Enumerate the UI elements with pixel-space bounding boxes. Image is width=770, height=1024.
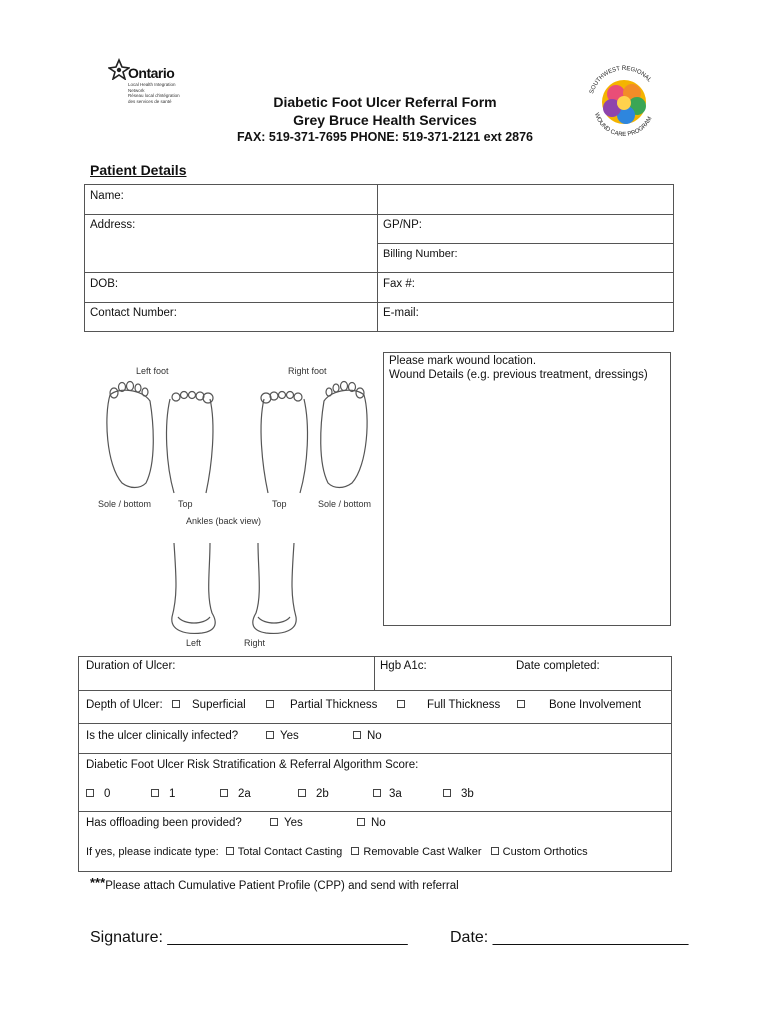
checkbox-icon[interactable]: [266, 731, 274, 739]
depth-full[interactable]: Full Thickness: [397, 699, 500, 711]
left-foot-label: Left foot: [136, 366, 169, 376]
fax-label: Fax #:: [383, 278, 415, 290]
infected-no[interactable]: No: [353, 730, 382, 742]
sole-right-label: Sole / bottom: [318, 499, 372, 509]
hgb-label: Hgb A1c:: [380, 660, 427, 672]
depth-partial[interactable]: Partial Thickness: [266, 699, 377, 711]
checkbox-icon[interactable]: [151, 789, 159, 797]
infected-yes[interactable]: Yes: [266, 730, 299, 742]
checkbox-icon[interactable]: [220, 789, 228, 797]
ontario-sub-1: Local Health Integration: [128, 82, 176, 87]
address-label: Address:: [90, 219, 136, 231]
checkbox-icon[interactable]: [491, 847, 499, 855]
ontario-wordmark: Ontario: [128, 65, 175, 81]
score-1[interactable]: 1: [151, 788, 175, 800]
offloading-yes[interactable]: Yes: [270, 817, 303, 829]
wound-details-label: Wound Details (e.g. previous treatment, dressings): [389, 369, 648, 381]
name-label: Name:: [90, 190, 124, 202]
offloading-type-row: [86, 846, 588, 858]
checkbox-icon[interactable]: [270, 818, 278, 826]
ankle-left-label: Left: [186, 638, 202, 648]
depth-superficial[interactable]: Superficial: [172, 699, 246, 711]
dob-label: DOB:: [90, 278, 119, 290]
contact-number-label: Contact Number:: [90, 307, 177, 319]
sole-left-label: Sole / bottom: [98, 499, 152, 509]
score-label: Diabetic Foot Ulcer Risk Stratification & Referral Algorithm Score:: [86, 759, 419, 771]
ontario-sub-4: des services de santé: [128, 98, 172, 104]
type-total-contact[interactable]: Total Contact Casting: [226, 846, 343, 858]
billing-label: Billing Number:: [383, 248, 458, 260]
trillium-icon: [108, 58, 130, 80]
patient-details-heading: Patient Details: [90, 162, 187, 178]
depth-bone[interactable]: Bone Involvement: [517, 699, 641, 711]
offloading-type-label: If yes, please indicate type:: [86, 846, 219, 858]
top-right-label: Top: [272, 499, 287, 509]
checkbox-icon[interactable]: [517, 700, 525, 708]
stars: ***: [90, 875, 106, 890]
checkbox-icon[interactable]: [357, 818, 365, 826]
top-left-label: Top: [178, 499, 193, 509]
right-foot-label: Right foot: [288, 366, 327, 376]
infected-label: Is the ulcer clinically infected?: [86, 730, 239, 742]
type-removable-walker[interactable]: Removable Cast Walker: [351, 846, 481, 858]
score-0[interactable]: 0: [86, 788, 110, 800]
score-3b[interactable]: 3b: [443, 788, 474, 800]
checkbox-icon[interactable]: [373, 789, 381, 797]
checkbox-icon[interactable]: [172, 700, 180, 708]
cpp-note: [90, 875, 459, 892]
checkbox-icon[interactable]: [298, 789, 306, 797]
ontario-sub-2: Network: [128, 87, 145, 93]
checkbox-icon[interactable]: [266, 700, 274, 708]
contact-line: FAX: 519-371-7695 PHONE: 519-371-2121 ext 2876: [236, 130, 533, 144]
checkbox-icon[interactable]: [443, 789, 451, 797]
foot-diagram[interactable]: [92, 355, 382, 655]
offloading-label: Has offloading been provided?: [86, 817, 242, 829]
checkbox-icon[interactable]: [351, 847, 359, 855]
checkbox-icon[interactable]: [397, 700, 405, 708]
duration-label: Duration of Ulcer:: [86, 660, 176, 672]
org-name: Grey Bruce Health Services: [293, 112, 477, 128]
cpp-note-text: Please attach Cumulative Patient Profile (CPP) and send with referral: [105, 880, 459, 892]
email-label: E-mail:: [383, 307, 419, 319]
depth-label: Depth of Ulcer:: [86, 699, 163, 711]
ankles-label: Ankles (back view): [186, 516, 262, 526]
checkbox-icon[interactable]: [86, 789, 94, 797]
date-field[interactable]: Date: ______________________: [450, 929, 689, 946]
type-custom-orthotics[interactable]: Custom Orthotics: [491, 846, 588, 858]
ankle-right-label: Right: [244, 638, 266, 648]
wound-instruction: Please mark wound location.: [389, 355, 537, 367]
logo-bottom-text: WOUND CARE PROGRAM: [592, 112, 654, 139]
score-3a[interactable]: 3a: [373, 788, 402, 800]
wound-details-box[interactable]: [383, 352, 671, 626]
date-completed-label: Date completed:: [516, 660, 600, 672]
form-title: Diabetic Foot Ulcer Referral Form: [273, 94, 497, 110]
gp-label: GP/NP:: [383, 219, 422, 231]
signature-field[interactable]: Signature: ___________________________: [90, 929, 408, 946]
logo-top-text: SOUTHWEST REGIONAL: [589, 65, 653, 95]
score-2b[interactable]: 2b: [298, 788, 329, 800]
checkbox-icon[interactable]: [353, 731, 361, 739]
score-2a[interactable]: 2a: [220, 788, 251, 800]
ontario-sub-3: Réseau local d'intégration: [128, 93, 180, 98]
checkbox-icon[interactable]: [226, 847, 234, 855]
offloading-no[interactable]: No: [357, 817, 386, 829]
